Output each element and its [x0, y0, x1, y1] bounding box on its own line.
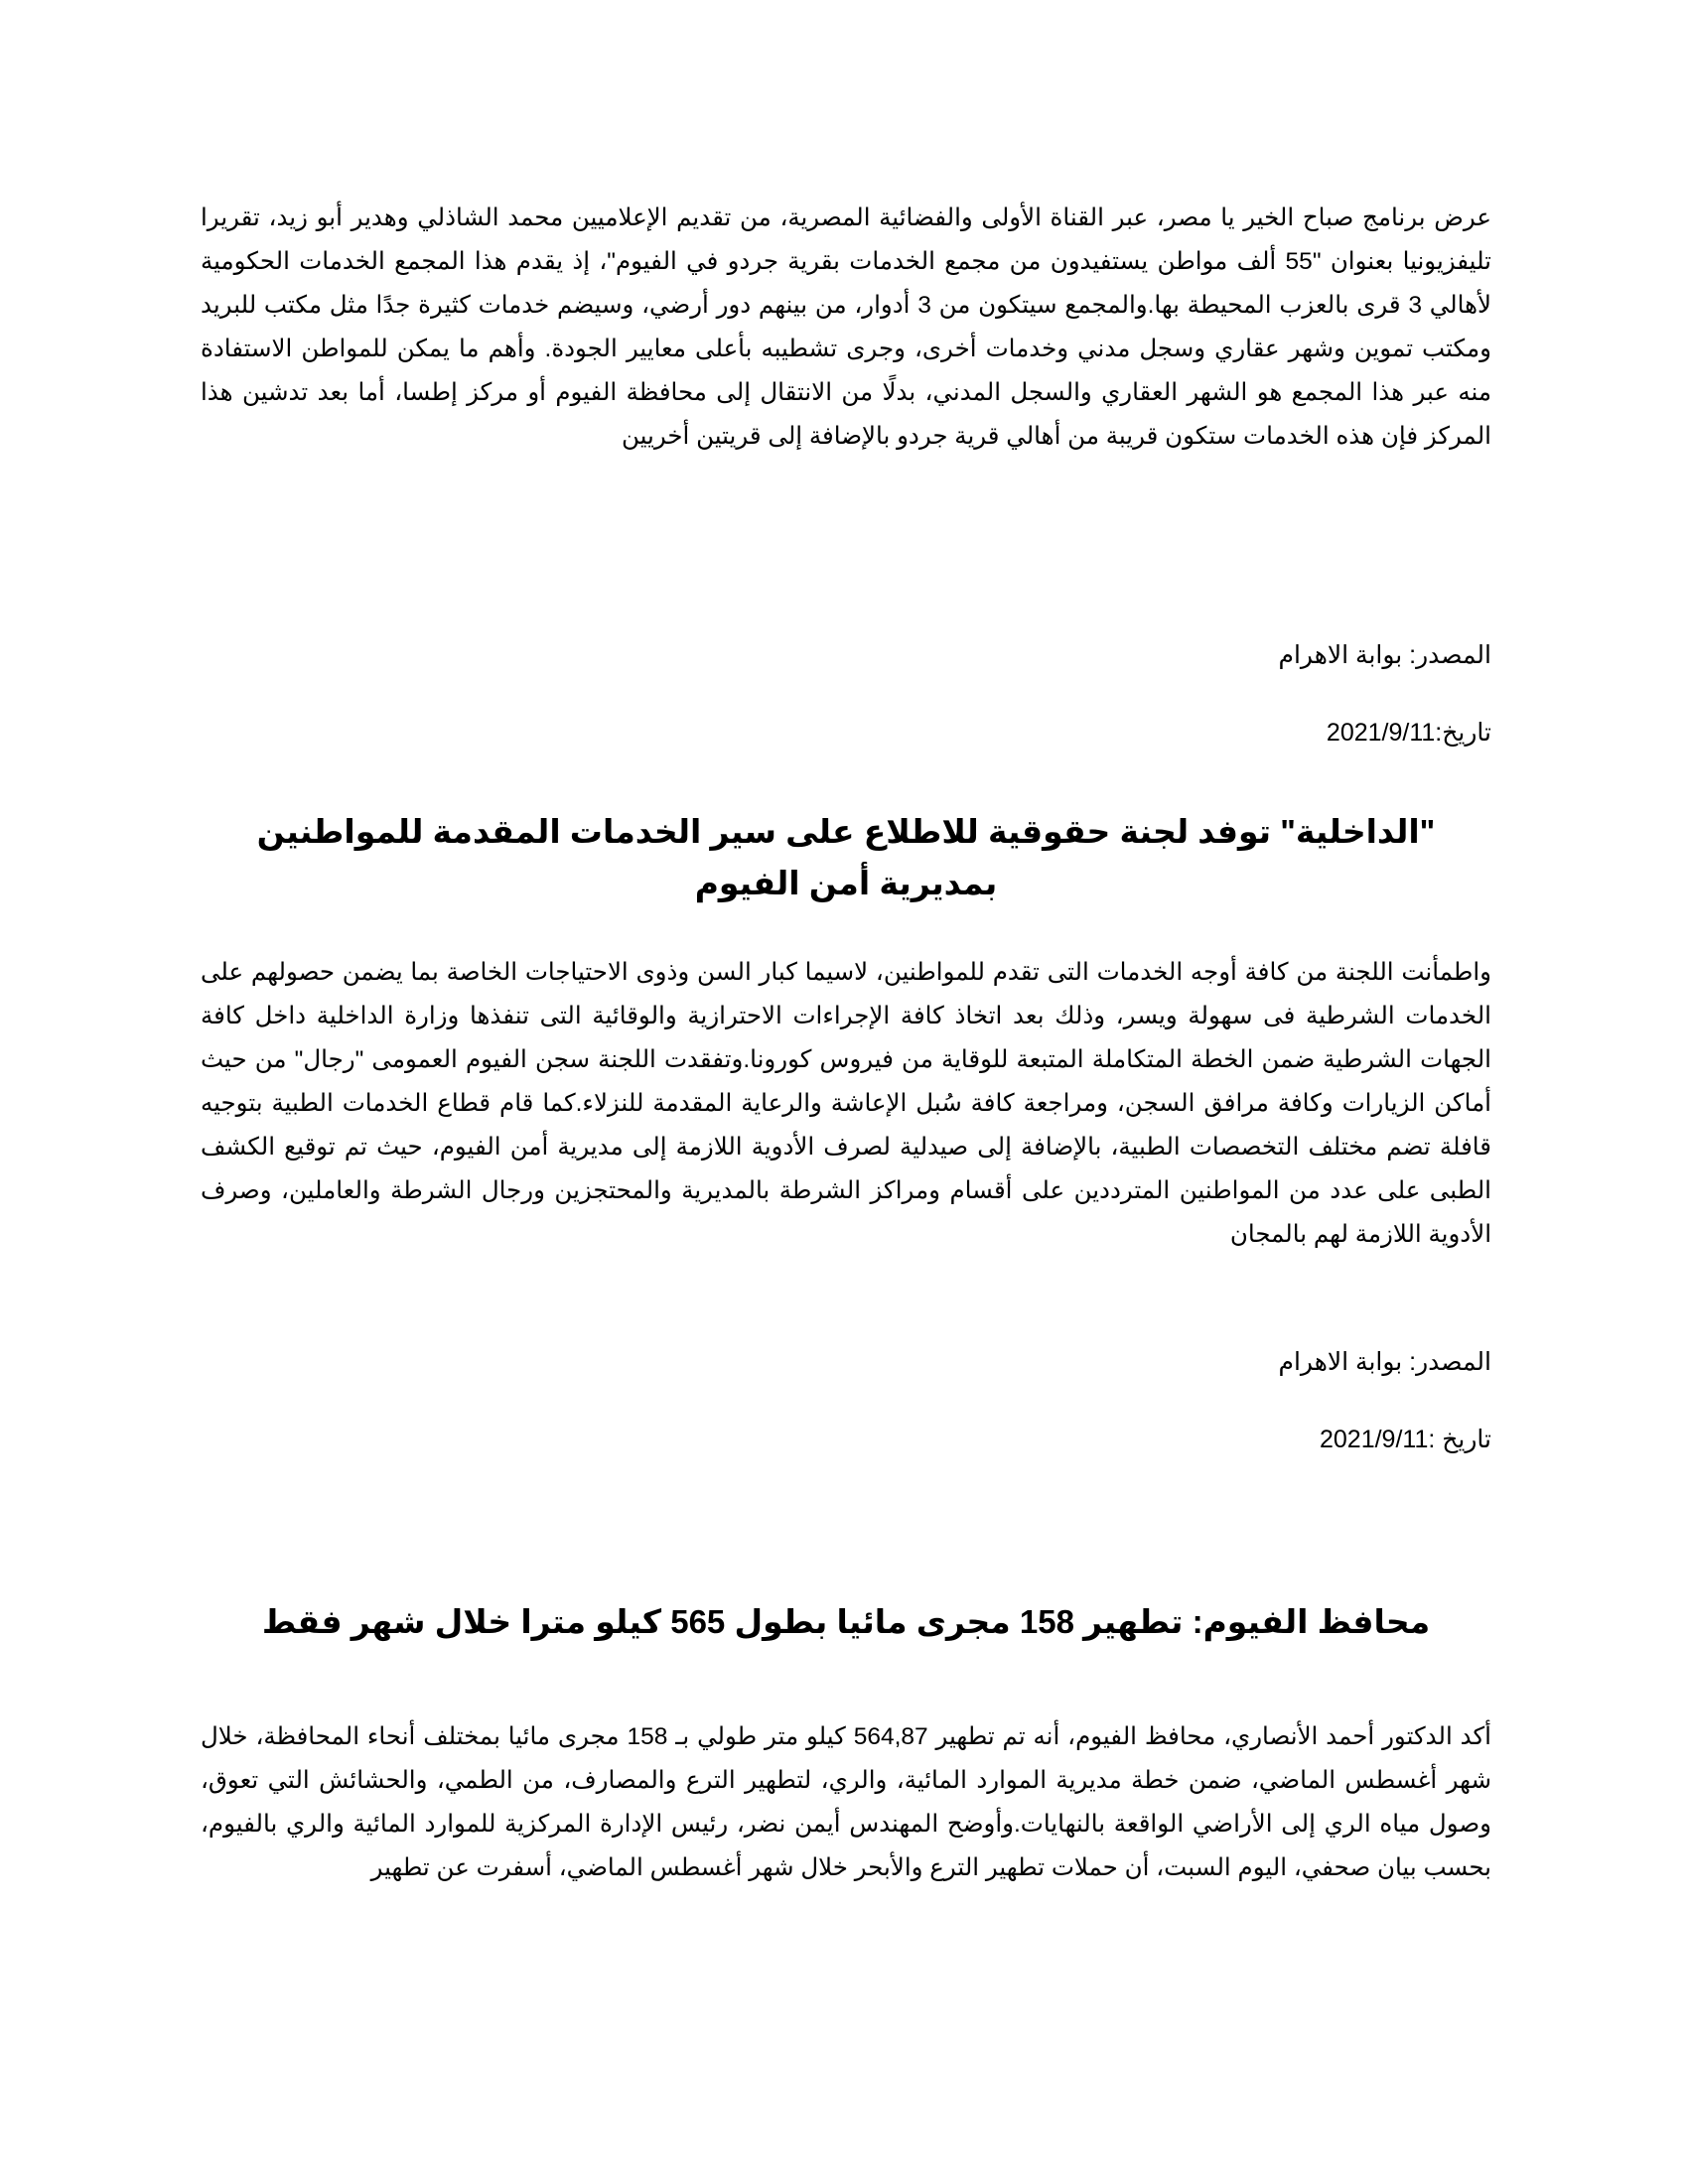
article3-paragraph: أكد الدكتور أحمد الأنصاري، محافظ الفيوم، أنه تم تطهير 564,87 كيلو متر طولي بـ 158 مجرى مائيا بمختلف أنحاء المحافظة، خلال شهر أغسطس الماضي، ضمن خطة مديرية الموارد المائية، والري، لتطهير الترع والمصارف، من الطمي، والحشائش التي تعوق، وصول مياه الري إلى الأراضي الواقعة بالنهايات.وأوضح المهندس أيمن نضر، رئيس الإدارة المركزية للموارد المائية والري بالفيوم، بحسب بيان صحفي، اليوم السبت، أن حملات تطهير الترع والأبحر خلال شهر أغسطس الماضي، أسفرت عن تطهير — [201, 1723, 1491, 1881]
article2-paragraph: واطمأنت اللجنة من كافة أوجه الخدمات التى تقدم للمواطنين، لاسيما كبار السن وذوى الاحتياجات الخاصة بما يضمن حصولهم على الخدمات الشرطية فى سهولة ويسر، وذلك بعد اتخاذ كافة الإجراءات الاحترازية والوقائية التى تنفذها وزارة الداخلية داخل كافة الجهات الشرطية ضمن الخطة المتكاملة المتبعة للوقاية من فيروس كورونا.وتفقدت اللجنة سجن الفيوم العمومى "رجال" من حيث أماكن الزيارات وكافة مرافق السجن، ومراجعة كافة سُبل الإعاشة والرعاية المقدمة للنزلاء.كما قام قطاع الخدمات الطبية بتوجيه قافلة تضم مختلف التخصصات الطبية، بالإضافة إلى صيدلية لصرف الأدوية اللازمة إلى مديرية أمن الفيوم، حيث تم توقيع الكشف الطبى على عدد من المواطنين المترددين على أقسام ومراكز الشرطة بالمديرية والمحتجزين ورجال الشرطة والعاملين، وصرف الأدوية اللازمة لهم بالمجان — [201, 959, 1491, 1248]
article1-date-label: تاريخ: — [1435, 719, 1491, 747]
article1-date-value: 2021/9/11 — [1326, 719, 1436, 747]
article1-paragraph: عرض برنامج صباح الخير يا مصر، عبر القناة الأولى والفضائية المصرية، من تقديم الإعلاميين محمد الشاذلي وهدير أبو زيد، تقريرا تليفزيونيا بعنوان "55 ألف مواطن يستفيدون من مجمع الخدمات بقرية جردو في الفيوم"، إذ يقدم هذا المجمع الخدمات الحكومية لأهالي 3 قرى بالعزب المحيطة بها.والمجمع سيتكون من 3 أدوار، من بينهم دور أرضي، وسيضم خدمات كثيرة جدًا مثل مكتب للبريد ومكتب تموين وشهر عقاري وسجل مدني وخدمات أخرى، وجرى تشطيبه بأعلى معايير الجودة. وأهم ما يمكن للمواطن الاستفادة منه عبر هذا المجمع هو الشهر العقاري والسجل المدني، بدلًا من الانتقال إلى محافظة الفيوم أو مركز إطسا، أما بعد تدشين هذا المركز فإن هذه الخدمات ستكون قريبة من أهالي قرية جردو بالإضافة إلى قريتين أخريين — [201, 205, 1491, 450]
article1-source: المصدر: بوابة الاهرام — [1278, 641, 1491, 669]
article2-date-value: 2021/9/11 — [1319, 1426, 1429, 1453]
article2-date-label: تاريخ : — [1428, 1426, 1491, 1453]
article1-date — [201, 713, 1491, 752]
article2-date — [201, 1420, 1491, 1459]
article2-title: "الداخلية" توفد لجنة حقوقية للاطلاع على سير الخدمات المقدمة للمواطنين بمديرية أمن الفيوم — [256, 813, 1436, 901]
article3-title: محافظ الفيوم: تطهير 158 مجرى مائيا بطول 565 كيلو مترا خلال شهر فقط — [261, 1603, 1431, 1640]
article2-source: المصدر: بوابة الاهرام — [1278, 1348, 1491, 1376]
